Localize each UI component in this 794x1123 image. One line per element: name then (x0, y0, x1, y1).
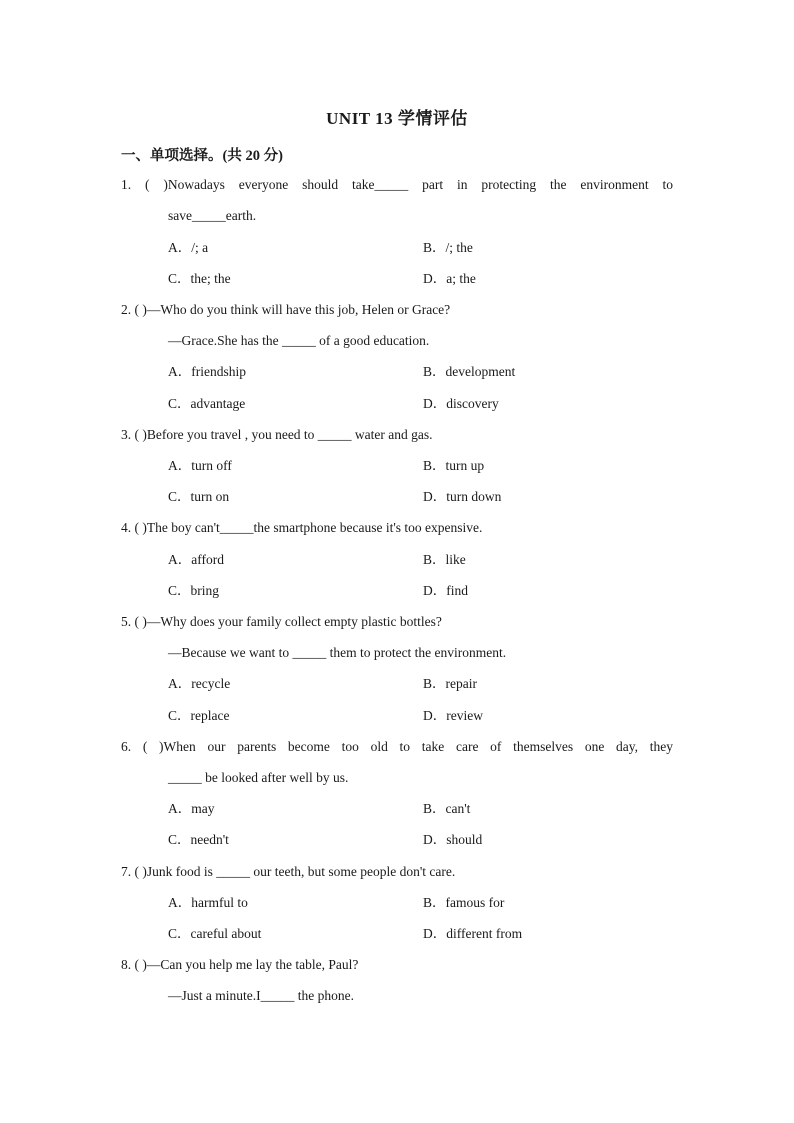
question-8-stem-cont: —Just a minute.I_____ the phone. (168, 988, 354, 1003)
question-1-option-c: C．the; the (168, 271, 231, 286)
question-4-option-b: B．like (423, 552, 466, 567)
question-3-option-a: A．turn off (168, 458, 232, 473)
question-3-option-d: D．turn down (423, 489, 502, 504)
question-4-option-d: D．find (423, 583, 468, 598)
question-7-option-b: B．famous for (423, 895, 505, 910)
question-3-option-c: C．turn on (168, 489, 230, 504)
question-4-option-a: A．afford (168, 552, 224, 567)
question-6-option-b: B．can't (423, 801, 471, 816)
question-1-option-d: D．a; the (423, 271, 476, 286)
question-6-option-d: D．should (423, 832, 483, 847)
section-heading: 一、单项选择。(共 20 分) (121, 148, 283, 164)
question-4-option-c: C．bring (168, 583, 220, 598)
question-1-option-a: A．/; a (168, 240, 209, 255)
question-6-stem-cont: _____ be looked after well by us. (168, 770, 349, 785)
question-3-option-b: B．turn up (423, 458, 485, 473)
question-5-stem-cont: —Because we want to _____ them to protect the environment. (168, 645, 507, 660)
question-5-option-c: C．replace (168, 708, 230, 723)
question-5-stem: 5. ( )—Why does your family collect empty plastic bottles? (121, 614, 442, 629)
question-6-stem: 6. ( )When our parents become too old to take care of themselves one day, they (121, 739, 673, 754)
question-4-stem: 4. ( )The boy can't_____the smartphone because it's too expensive. (121, 520, 483, 535)
question-7-option-c: C．careful about (168, 926, 262, 941)
question-5-option-a: A．recycle (168, 676, 231, 691)
question-6-option-a: A．may (168, 801, 215, 816)
question-6-option-c: C．needn't (168, 832, 229, 847)
question-2-option-a: A．friendship (168, 364, 246, 379)
question-8-stem: 8. ( )—Can you help me lay the table, Paul? (121, 957, 359, 972)
question-5-option-b: B．repair (423, 676, 477, 691)
page-title: UNIT 13 学情评估 (326, 109, 468, 128)
question-2-stem-cont: —Grace.She has the _____ of a good education. (168, 333, 430, 348)
question-2-option-d: D．discovery (423, 396, 499, 411)
question-7-option-d: D．different from (423, 926, 523, 941)
question-2-stem: 2. ( )—Who do you think will have this job, Helen or Grace? (121, 302, 451, 317)
question-7-stem: 7. ( )Junk food is _____ our teeth, but some people don't care. (121, 864, 456, 879)
question-1-option-b: B．/; the (423, 240, 473, 255)
question-1-stem: 1. ( )Nowadays everyone should take_____ part in protecting the environment to (121, 177, 673, 192)
question-2-option-b: B．development (423, 364, 516, 379)
question-1-stem-cont: save_____earth. (168, 208, 257, 223)
question-3-stem: 3. ( )Before you travel , you need to _____ water and gas. (121, 427, 433, 442)
question-2-option-c: C．advantage (168, 396, 246, 411)
question-7-option-a: A．harmful to (168, 895, 248, 910)
question-5-option-d: D．review (423, 708, 483, 723)
